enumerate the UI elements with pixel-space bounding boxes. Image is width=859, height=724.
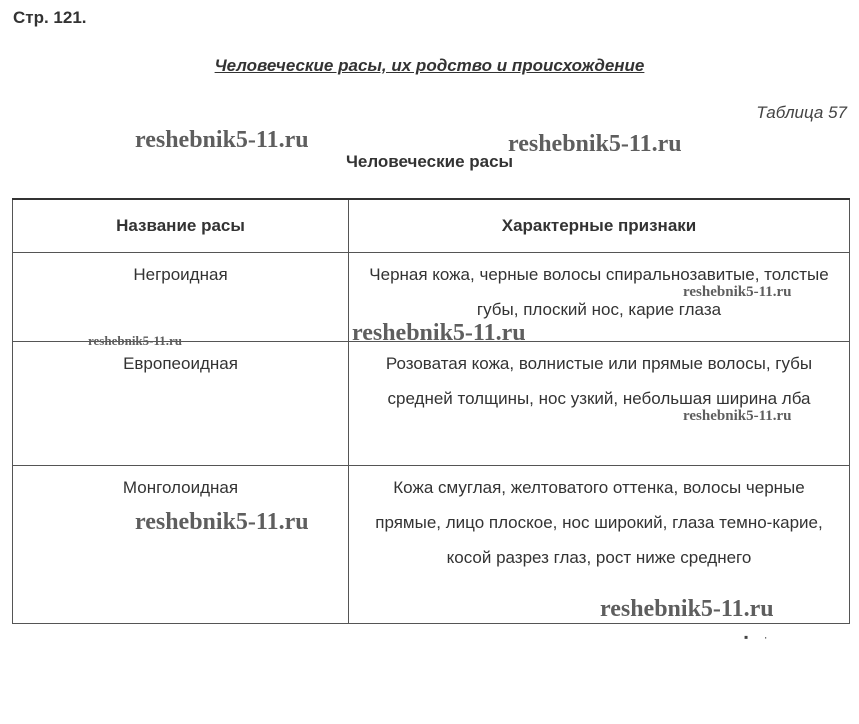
table-number: Таблица 57 <box>756 103 847 122</box>
watermark: reshebnik5-11.ru <box>135 127 309 153</box>
race-name-cell: Европеоидная <box>13 342 349 466</box>
race-name-cell: Негроидная <box>13 253 349 342</box>
header-traits: Характерные признаки <box>349 199 850 253</box>
watermark: reshebnik5-11.ru <box>352 320 526 346</box>
watermark: reshebnik5-11.ru <box>683 408 792 424</box>
page-label: Стр. 121. <box>13 8 87 27</box>
watermark: reshebnik5-11.ru <box>600 596 774 622</box>
speck-marks: ▪ · <box>744 630 774 644</box>
table-header-row <box>13 199 850 253</box>
watermark: reshebnik5-11.ru <box>135 509 309 535</box>
table-caption: Человеческие расы <box>345 152 514 171</box>
race-name-cell: Монголоидная <box>13 466 349 624</box>
watermark: reshebnik5-11.ru <box>683 284 792 300</box>
watermark: reshebnik5-11.ru <box>88 333 183 348</box>
table-row <box>13 342 850 466</box>
section-heading: Человеческие расы, их родство и происхождение <box>214 56 645 75</box>
header-race-name: Название расы <box>13 199 349 253</box>
race-traits-cell: Кожа смуглая, желтоватого оттенка, волосы черные прямые, лицо плоское, нос широкий, глаза темно-карие, косой разрез глаз, рост ниже среднего <box>349 466 850 624</box>
race-traits-cell: Черная кожа, черные волосы спиральнозавитые, толстые губы, плоский нос, карие глаза <box>349 253 850 342</box>
race-traits-cell: Розоватая кожа, волнистые или прямые волосы, губы средней толщины, нос узкий, небольшая ширина лба <box>349 342 850 466</box>
watermark: reshebnik5-11.ru <box>508 131 682 157</box>
